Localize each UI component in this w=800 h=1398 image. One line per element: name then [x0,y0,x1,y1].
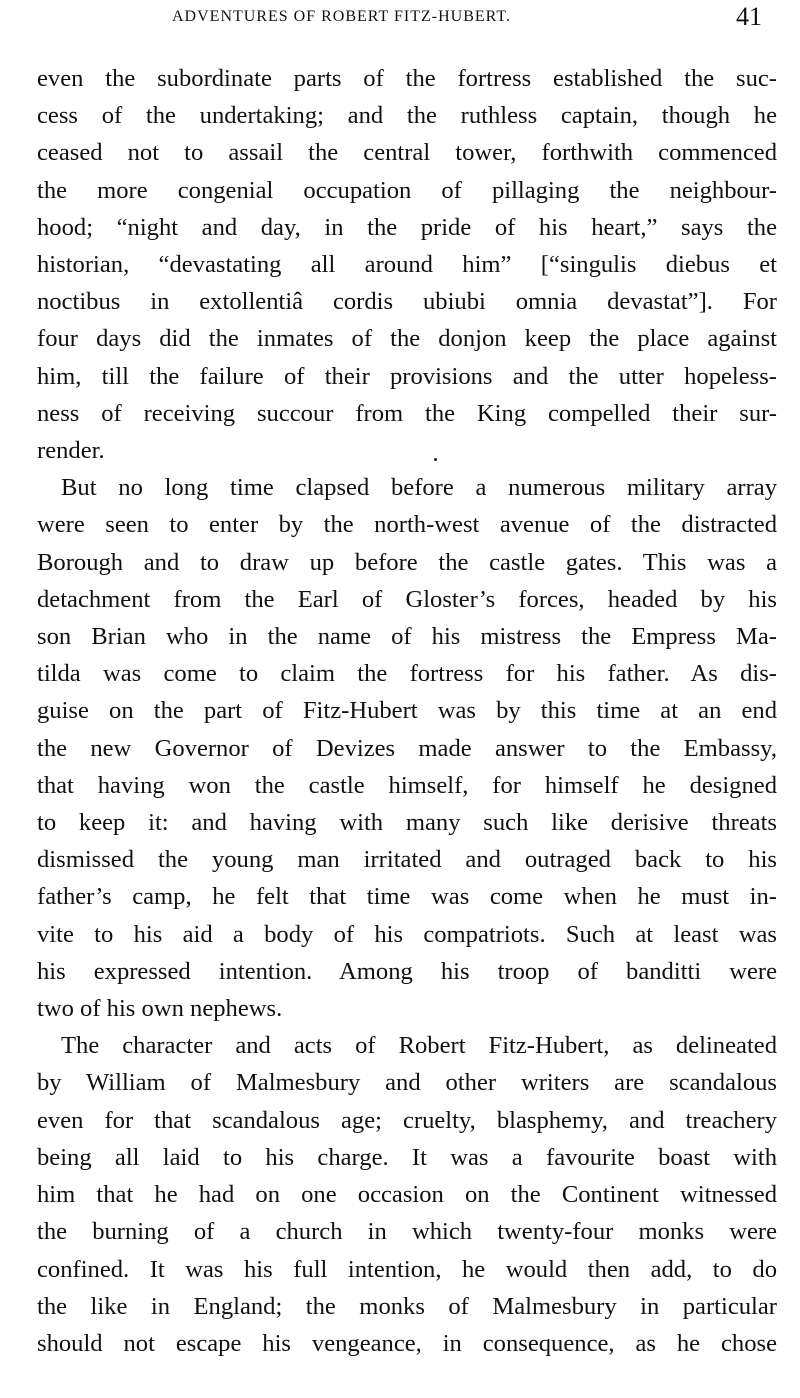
text-line: by William of Malmesbury and other writers are scandalous [37,1069,777,1097]
text-line: him, till the failure of their provisions and the utter hopeless- [37,362,777,390]
running-head-title: ADVENTURES OF ROBERT FITZ-HUBERT. [172,8,511,25]
text-line: hood; “night and day, in the pride of his heart,” says the [37,213,777,241]
text-line: even for that scandalous age; cruelty, blasphemy, and treachery [37,1106,777,1134]
text-line: render. [37,437,105,465]
body-text [37,60,777,1362]
text-line: father’s camp, he felt that time was come when he must in- [37,883,777,911]
print-speck [434,458,437,461]
text-line: his expressed intention. Among his troop of banditti were [37,957,777,985]
text-line: should not escape his vengeance, in consequence, as he chose [37,1329,777,1357]
text-line: vite to his aid a body of his compatriots. Such at least was [37,920,777,948]
text-line: the like in England; the monks of Malmesbury in particular [37,1292,777,1320]
text-line: historian, “devastating all around him” [“singulis diebus et [37,251,777,279]
text-line: Borough and to draw up before the castle gates. This was a [37,548,777,576]
text-line: two of his own nephews. [37,995,283,1023]
text-line: tilda was come to claim the fortress for his father. As dis- [37,660,777,688]
text-line: The character and acts of Robert Fitz-Hubert, as delineated [61,1032,777,1060]
text-line: detachment from the Earl of Gloster’s forces, headed by his [37,585,777,613]
text-line: even the subordinate parts of the fortress established the suc- [37,65,777,92]
text-line: were seen to enter by the north-west avenue of the distracted [37,511,777,539]
text-line: But no long time clapsed before a numerous military array [61,474,777,502]
text-line: ceased not to assail the central tower, forthwith commenced [37,139,777,167]
text-line: ness of receiving succour from the King compelled their sur- [37,399,777,427]
page-number: 41 [736,2,762,31]
text-line: the more congenial occupation of pillaging the neighbour- [37,176,777,204]
text-line: the new Governor of Devizes made answer to the Embassy, [37,734,777,762]
text-line: guise on the part of Fitz-Hubert was by this time at an end [37,697,777,725]
text-line: being all laid to his charge. It was a favourite boast with [37,1143,777,1171]
text-line: confined. It was his full intention, he would then add, to do [37,1255,777,1283]
paragraph-1 [37,60,777,469]
paragraph-3 [37,1027,777,1362]
text-line: him that he had on one occasion on the Continent witnessed [37,1181,777,1209]
text-line: to keep it: and having with many such like derisive threats [37,809,777,837]
paragraph-2 [37,469,777,1027]
text-line: the burning of a church in which twenty-four monks were [37,1218,777,1246]
text-line: noctibus in extollentiâ cordis ubiubi omnia devastat”]. For [37,288,777,316]
text-line: dismissed the young man irritated and outraged back to his [37,846,777,874]
text-line: son Brian who in the name of his mistress the Empress Ma- [37,623,777,651]
text-line: cess of the undertaking; and the ruthless captain, though he [37,102,777,130]
text-line: four days did the inmates of the donjon keep the place against [37,325,777,353]
text-line: that having won the castle himself, for himself he designed [37,771,777,799]
